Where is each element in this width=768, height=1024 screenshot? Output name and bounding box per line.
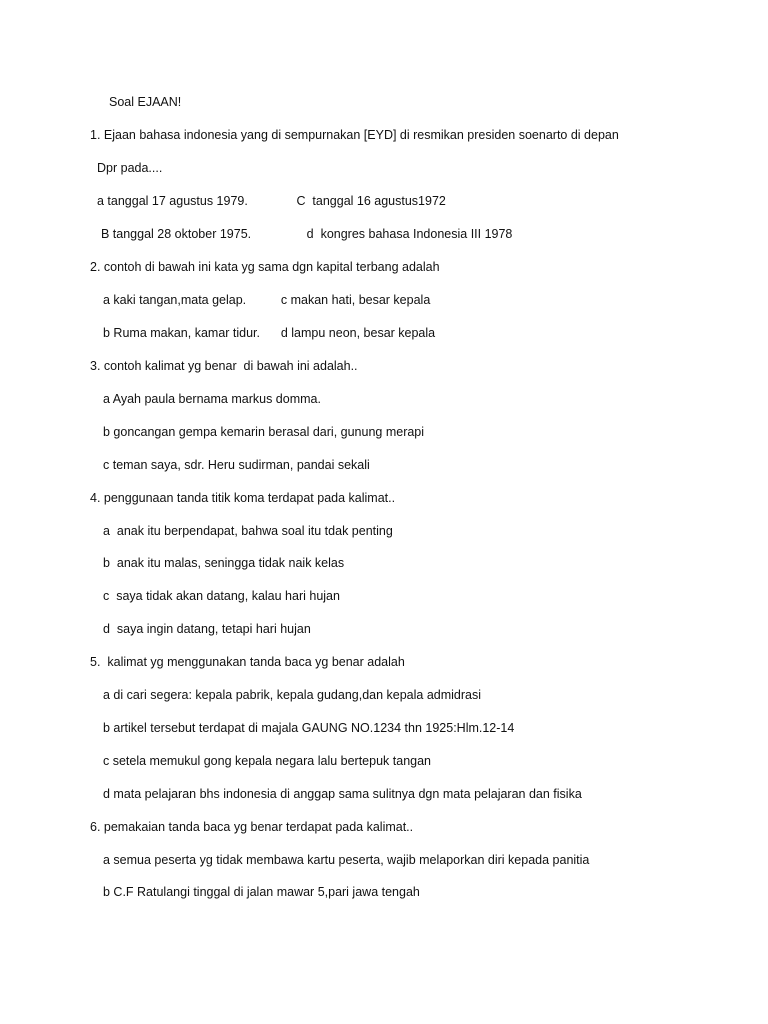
question-3-option-c: c teman saya, sdr. Heru sudirman, pandai sekali — [103, 458, 370, 472]
question-1-options-b-d: B tanggal 28 oktober 1975. d kongres bahasa Indonesia III 1978 — [101, 227, 513, 241]
question-2-options-b-d: b Ruma makan, kamar tidur. d lampu neon, besar kepala — [103, 326, 436, 340]
question-1: 1. Ejaan bahasa indonesia yang di sempurnakan [EYD] di resmikan presiden soenarto di depan — [90, 128, 619, 142]
question-4-option-b: b anak itu malas, seningga tidak naik kelas — [103, 556, 345, 570]
question-6: 6. pemakaian tanda baca yg benar terdapat pada kalimat.. — [90, 820, 414, 834]
question-4-option-c: c saya tidak akan datang, kalau hari hujan — [103, 589, 340, 603]
question-5-option-d: d mata pelajaran bhs indonesia di anggap sama sulitnya dgn mata pelajaran dan fisika — [103, 787, 582, 801]
question-5-option-c: c setela memukul gong kepala negara lalu bertepuk tangan — [103, 754, 431, 768]
question-4-option-a: a anak itu berpendapat, bahwa soal itu tdak penting — [103, 524, 393, 538]
question-3-option-b: b goncangan gempa kemarin berasal dari, gunung merapi — [103, 425, 425, 439]
document-title: Soal EJAAN! — [109, 95, 182, 109]
question-4-option-d: d saya ingin datang, tetapi hari hujan — [103, 622, 311, 636]
question-2-options-a-c: a kaki tangan,mata gelap. c makan hati, besar kepala — [103, 293, 431, 307]
question-2: 2. contoh di bawah ini kata yg sama dgn kapital terbang adalah — [90, 260, 440, 274]
question-3: 3. contoh kalimat yg benar di bawah ini adalah.. — [90, 359, 358, 373]
question-6-option-b: b C.F Ratulangi tinggal di jalan mawar 5,pari jawa tengah — [103, 885, 420, 899]
question-6-option-a: a semua peserta yg tidak membawa kartu peserta, wajib melaporkan diri kepada panitia — [103, 853, 590, 867]
question-3-option-a: a Ayah paula bernama markus domma. — [103, 392, 321, 406]
question-1-options-a-c: a tanggal 17 agustus 1979. C tanggal 16 agustus1972 — [97, 194, 446, 208]
question-4: 4. penggunaan tanda titik koma terdapat pada kalimat.. — [90, 491, 396, 505]
question-5-option-b: b artikel tersebut terdapat di majala GAUNG NO.1234 thn 1925:Hlm.12-14 — [103, 721, 515, 735]
question-1-continuation: Dpr pada.... — [97, 161, 163, 175]
question-5-option-a: a di cari segera: kepala pabrik, kepala gudang,dan kepala admidrasi — [103, 688, 482, 702]
question-5: 5. kalimat yg menggunakan tanda baca yg benar adalah — [90, 655, 405, 669]
